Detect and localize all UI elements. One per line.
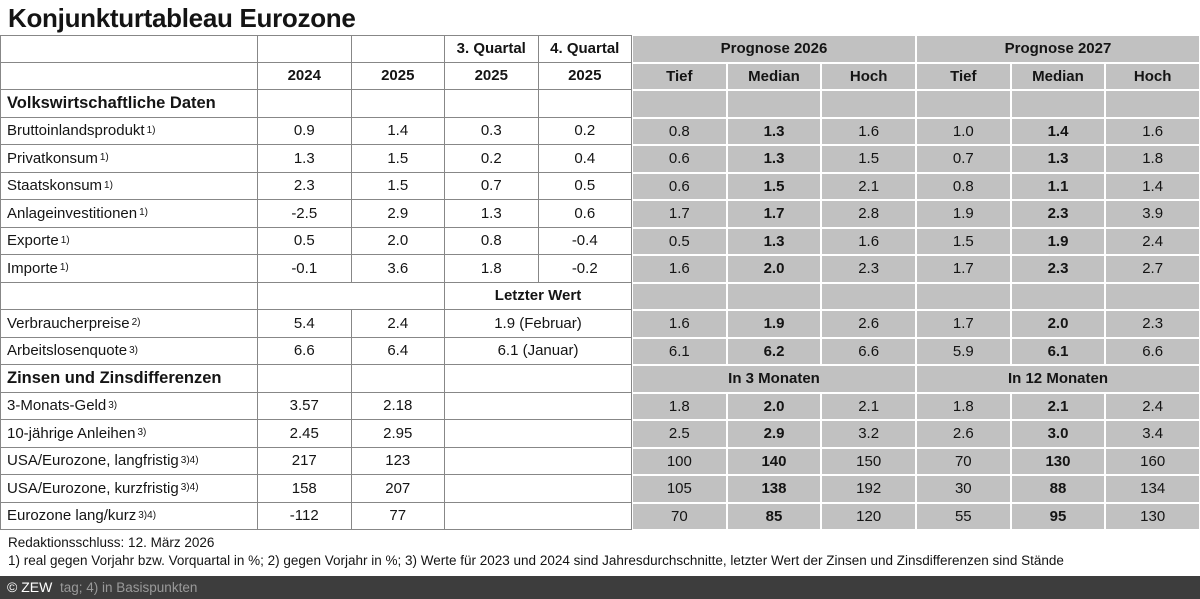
table-cell-r17-c6: 120 <box>821 503 916 531</box>
table-cell-r11-c1: 6.6 <box>258 338 352 366</box>
row-label-text: Bruttoinlandsprodukt <box>7 122 145 140</box>
table-cell-r4-c7: 1.5 <box>821 145 916 173</box>
col-header-prognose-2027: Prognose 2027 <box>916 35 1200 63</box>
table-cell-r11-c8: 6.1 <box>1011 338 1106 366</box>
table-cell-r13-c2: 2.18 <box>352 393 446 421</box>
table-cell-r6-c5: 1.7 <box>632 200 727 228</box>
table-cell-r16-c1: 158 <box>258 475 352 503</box>
table-cell-r13-c1: 3.57 <box>258 393 352 421</box>
table-cell-r6-c4: 0.6 <box>539 200 633 228</box>
footnote-ref: 3)4) <box>180 454 199 466</box>
table-cell-r17-c5: 85 <box>727 503 822 531</box>
row-label-text: Exporte <box>7 232 59 250</box>
table-cell-r17-c8: 95 <box>1011 503 1106 531</box>
table-cell-r7-c5: 0.5 <box>632 228 727 256</box>
table-cell-r8-c5: 1.6 <box>632 255 727 283</box>
table-cell-r16-c9: 134 <box>1105 475 1200 503</box>
table-cell-r13-c6: 2.1 <box>821 393 916 421</box>
table-cell-r17-c9: 130 <box>1105 503 1200 531</box>
table-cell-r7-c1: 0.5 <box>258 228 352 256</box>
table-cell-r5-c7: 2.1 <box>821 173 916 201</box>
table-cell-r5-c1: 2.3 <box>258 173 352 201</box>
table-cell-r4-c1: 1.3 <box>258 145 352 173</box>
table-cell-r8-c8: 1.7 <box>916 255 1011 283</box>
row-label-text: Arbeitslosenquote <box>7 342 128 360</box>
table-cell-r13-c4: 1.8 <box>632 393 727 421</box>
table-cell-r0-c1 <box>258 35 352 63</box>
table-cell-r8-c9: 2.3 <box>1011 255 1106 283</box>
row-label-privatkonsum <box>0 145 258 173</box>
table-cell-r7-c3: 0.8 <box>445 228 539 256</box>
table-cell-r9-c0 <box>0 283 258 311</box>
table-cell-r6-c2: 2.9 <box>352 200 446 228</box>
col-header-prognose-2026: Prognose 2026 <box>632 35 916 63</box>
table-cell-r7-c2: 2.0 <box>352 228 446 256</box>
footnote-ref: 3) <box>108 399 118 411</box>
table-cell-r11-c5: 6.2 <box>727 338 822 366</box>
table-cell-r7-c4: -0.4 <box>539 228 633 256</box>
table-cell-r17-c1: -112 <box>258 503 352 531</box>
table-cell-r17-c2: 77 <box>352 503 446 531</box>
table-cell-r6-c3: 1.3 <box>445 200 539 228</box>
table-cell-r11-c7: 5.9 <box>916 338 1011 366</box>
table-cell-r5-c5: 0.6 <box>632 173 727 201</box>
col-header-q4-2025: 2025 <box>539 63 633 91</box>
table-cell-r3-c7: 1.6 <box>821 118 916 146</box>
footnote-ref: 1) <box>59 262 69 274</box>
row-label-3-monats-geld <box>0 393 258 421</box>
footnote-ref: 3)4) <box>180 482 199 494</box>
section-volkswirtschaftliche-daten: Volkswirtschaftliche Daten <box>0 90 258 118</box>
table-cell-r10-c1: 5.4 <box>258 310 352 338</box>
table-cell-r2-c4 <box>539 90 633 118</box>
table-cell-r15-c8: 130 <box>1011 448 1106 476</box>
table-cell-r4-c9: 1.3 <box>1011 145 1106 173</box>
table-cell-r16-c4: 105 <box>632 475 727 503</box>
table-cell-r10-c6: 2.6 <box>821 310 916 338</box>
table-cell-r10-c4: 1.6 <box>632 310 727 338</box>
table-cell-r2-c10 <box>1105 90 1200 118</box>
table-cell-r3-c8: 1.0 <box>916 118 1011 146</box>
row-label-text: Staatskonsum <box>7 177 103 195</box>
table-cell-r3-c1: 0.9 <box>258 118 352 146</box>
row-label-arbeitslosenquote <box>0 338 258 366</box>
table-cell-r15-c7: 70 <box>916 448 1011 476</box>
table-cell-r8-c2: 3.6 <box>352 255 446 283</box>
table-cell-r7-c7: 1.6 <box>821 228 916 256</box>
table-cell-r4-c3: 0.2 <box>445 145 539 173</box>
footnote-ref: 1) <box>146 124 156 136</box>
table-cell-r6-c7: 2.8 <box>821 200 916 228</box>
footer-redaktionsschluss: Redaktionsschluss: 12. März 2026 <box>8 535 215 550</box>
letzter-wert-verbraucherpreise: 1.9 (Februar) <box>445 310 632 338</box>
col-header-in-3-monaten: In 3 Monaten <box>632 365 916 393</box>
col-header-q3: 3. Quartal <box>445 35 539 63</box>
table-cell-r10-c7: 1.7 <box>916 310 1011 338</box>
table-cell-r3-c4: 0.2 <box>539 118 633 146</box>
table-cell-r13-c7: 1.8 <box>916 393 1011 421</box>
col-header-median-2026: Median <box>727 63 822 91</box>
table-cell-r5-c8: 0.8 <box>916 173 1011 201</box>
table-cell-r4-c6: 1.3 <box>727 145 822 173</box>
table-cell-r11-c2: 6.4 <box>352 338 446 366</box>
table-cell-r6-c10: 3.9 <box>1105 200 1200 228</box>
col-header-q4: 4. Quartal <box>539 35 633 63</box>
table-cell-r15-c3 <box>445 448 632 476</box>
table-cell-r10-c5: 1.9 <box>727 310 822 338</box>
table-cell-r5-c3: 0.7 <box>445 173 539 201</box>
col-header-q3-2025: 2025 <box>445 63 539 91</box>
section-zinsen-und-zinsdifferenzen: Zinsen und Zinsdifferenzen <box>0 365 258 393</box>
page-title: Konjunkturtableau Eurozone <box>8 3 356 33</box>
table-cell-r15-c6: 150 <box>821 448 916 476</box>
table-cell-r14-c3 <box>445 420 632 448</box>
table-cell-r6-c9: 2.3 <box>1011 200 1106 228</box>
table-cell-r15-c1: 217 <box>258 448 352 476</box>
table-cell-r11-c4: 6.1 <box>632 338 727 366</box>
col-header-in-12-monaten: In 12 Monaten <box>916 365 1200 393</box>
table-cell-r16-c6: 192 <box>821 475 916 503</box>
table-cell-r7-c9: 1.9 <box>1011 228 1106 256</box>
table-cell-r5-c6: 1.5 <box>727 173 822 201</box>
table-cell-r13-c5: 2.0 <box>727 393 822 421</box>
table-cell-r17-c4: 70 <box>632 503 727 531</box>
row-label-text: 3-Monats-Geld <box>7 397 107 415</box>
table-cell-r7-c10: 2.4 <box>1105 228 1200 256</box>
row-label-staatskonsum <box>0 173 258 201</box>
table-cell-r8-c7: 2.3 <box>821 255 916 283</box>
table-cell-r7-c8: 1.5 <box>916 228 1011 256</box>
row-label-eurozone-lang-kurz <box>0 503 258 531</box>
table-cell-r3-c9: 1.4 <box>1011 118 1106 146</box>
table-cell-r12-c2 <box>352 365 446 393</box>
table-cell-r14-c4: 2.5 <box>632 420 727 448</box>
table-cell-r10-c2: 2.4 <box>352 310 446 338</box>
table-cell-r2-c8 <box>916 90 1011 118</box>
row-label-text: Verbraucherpreise <box>7 314 130 332</box>
table-cell-r2-c6 <box>727 90 822 118</box>
table-cell-r13-c3 <box>445 393 632 421</box>
table-cell-r1-c0 <box>0 63 258 91</box>
table-cell-r2-c3 <box>445 90 539 118</box>
table-cell-r14-c5: 2.9 <box>727 420 822 448</box>
table-cell-r14-c2: 2.95 <box>352 420 446 448</box>
table-cell-r8-c1: -0.1 <box>258 255 352 283</box>
table-cell-r14-c9: 3.4 <box>1105 420 1200 448</box>
row-label-anlageinvestitionen <box>0 200 258 228</box>
row-label-text: Importe <box>7 259 58 277</box>
table-cell-r13-c8: 2.1 <box>1011 393 1106 421</box>
row-label-text: USA/Eurozone, langfristig <box>7 452 179 470</box>
table-cell-r12-c1 <box>258 365 352 393</box>
table-cell-r9-c6 <box>916 283 1011 311</box>
table-cell-r8-c4: -0.2 <box>539 255 633 283</box>
table-grid <box>0 35 1200 530</box>
table-cell-r14-c7: 2.6 <box>916 420 1011 448</box>
letzter-wert-arbeitslosenquote: 6.1 (Januar) <box>445 338 632 366</box>
table-cell-r9-c3 <box>632 283 727 311</box>
table-cell-r15-c5: 140 <box>727 448 822 476</box>
table-cell-r2-c7 <box>821 90 916 118</box>
table-cell-r4-c10: 1.8 <box>1105 145 1200 173</box>
footer-bar <box>0 576 1200 599</box>
table-cell-r16-c5: 138 <box>727 475 822 503</box>
col-header-median-2027: Median <box>1011 63 1106 91</box>
footnote-ref: 3) <box>129 344 138 356</box>
table-cell-r6-c6: 1.7 <box>727 200 822 228</box>
table-cell-r5-c9: 1.1 <box>1011 173 1106 201</box>
col-header-letzter-wert: Letzter Wert <box>445 283 632 311</box>
table-cell-r2-c9 <box>1011 90 1106 118</box>
table-cell-r0-c2 <box>352 35 446 63</box>
table-cell-r3-c3: 0.3 <box>445 118 539 146</box>
footnote-ref: 1) <box>60 234 70 246</box>
table-cell-r15-c9: 160 <box>1105 448 1200 476</box>
footer-footnotes: 1) real gegen Vorjahr bzw. Vorquartal in %; 2) gegen Vorjahr in %; 3) Werte für 2023 und 2024 sind Jahresdurchschnitte, letzter Wert der Zinsen und Zinsdifferenzen sind Stände <box>8 553 1064 568</box>
table-cell-r9-c8 <box>1105 283 1200 311</box>
table-cell-r4-c4: 0.4 <box>539 145 633 173</box>
table-cell-r5-c2: 1.5 <box>352 173 446 201</box>
table-cell-r14-c6: 3.2 <box>821 420 916 448</box>
table-cell-r16-c8: 88 <box>1011 475 1106 503</box>
footnote-ref: 1) <box>99 152 109 164</box>
table-cell-r15-c4: 100 <box>632 448 727 476</box>
row-label-exporte <box>0 228 258 256</box>
zew-logo: © ZEW <box>7 579 53 595</box>
table-cell-r9-c7 <box>1011 283 1106 311</box>
table-cell-r9-c1 <box>258 283 445 311</box>
row-label-text: 10-jährige Anleihen <box>7 424 136 442</box>
table-cell-r9-c4 <box>727 283 822 311</box>
table-cell-r4-c2: 1.5 <box>352 145 446 173</box>
table-cell-r4-c5: 0.6 <box>632 145 727 173</box>
table-cell-r12-c3 <box>445 365 632 393</box>
table-cell-r11-c6: 6.6 <box>821 338 916 366</box>
table-cell-r3-c6: 1.3 <box>727 118 822 146</box>
table-cell-r5-c10: 1.4 <box>1105 173 1200 201</box>
row-label-10-jaehrige-anleihen <box>0 420 258 448</box>
row-label-text: USA/Eurozone, kurzfristig <box>7 479 179 497</box>
col-header-tief-2027: Tief <box>916 63 1011 91</box>
row-label-usa-eurozone-langfristig <box>0 448 258 476</box>
footer-bar-footnote: tag; 4) in Basispunkten <box>60 580 198 595</box>
table-cell-r11-c9: 6.6 <box>1105 338 1200 366</box>
footnote-ref: 1) <box>139 207 148 219</box>
table-cell-r7-c6: 1.3 <box>727 228 822 256</box>
col-header-hoch-2026: Hoch <box>821 63 916 91</box>
table-cell-r16-c2: 207 <box>352 475 446 503</box>
table-cell-r2-c1 <box>258 90 352 118</box>
table-cell-r2-c2 <box>352 90 446 118</box>
table-cell-r17-c7: 55 <box>916 503 1011 531</box>
row-label-text: Privatkonsum <box>7 149 98 167</box>
table-cell-r8-c3: 1.8 <box>445 255 539 283</box>
table-cell-r2-c5 <box>632 90 727 118</box>
row-label-usa-eurozone-kurzfristig <box>0 475 258 503</box>
table-cell-r14-c1: 2.45 <box>258 420 352 448</box>
table-cell-r3-c2: 1.4 <box>352 118 446 146</box>
col-header-2025: 2025 <box>352 63 446 91</box>
row-label-importe <box>0 255 258 283</box>
table-cell-r4-c8: 0.7 <box>916 145 1011 173</box>
table-cell-r14-c8: 3.0 <box>1011 420 1106 448</box>
table-cell-r0-c0 <box>0 35 258 63</box>
col-header-hoch-2027: Hoch <box>1105 63 1200 91</box>
table-cell-r3-c5: 0.8 <box>632 118 727 146</box>
table-cell-r3-c10: 1.6 <box>1105 118 1200 146</box>
table-cell-r10-c9: 2.3 <box>1105 310 1200 338</box>
table-cell-r8-c10: 2.7 <box>1105 255 1200 283</box>
table-cell-r5-c4: 0.5 <box>539 173 633 201</box>
footnote-ref: 3) <box>137 427 147 439</box>
row-label-text: Anlageinvestitionen <box>7 204 138 222</box>
col-header-tief-2026: Tief <box>632 63 727 91</box>
footnote-ref: 1) <box>104 179 113 191</box>
table-cell-r17-c3 <box>445 503 632 531</box>
table-cell-r16-c7: 30 <box>916 475 1011 503</box>
footnote-ref: 3)4) <box>138 509 157 521</box>
row-label-text: Eurozone lang/kurz <box>7 507 137 525</box>
row-label-verbraucherpreise <box>0 310 258 338</box>
table-cell-r6-c8: 1.9 <box>916 200 1011 228</box>
row-label-bruttoinlandsprodukt <box>0 118 258 146</box>
footnote-ref: 2) <box>131 317 141 329</box>
table-cell-r8-c6: 2.0 <box>727 255 822 283</box>
table-cell-r16-c3 <box>445 475 632 503</box>
table-cell-r9-c5 <box>821 283 916 311</box>
table-cell-r15-c2: 123 <box>352 448 446 476</box>
table-cell-r6-c1: -2.5 <box>258 200 352 228</box>
table-cell-r13-c9: 2.4 <box>1105 393 1200 421</box>
table-cell-r10-c8: 2.0 <box>1011 310 1106 338</box>
col-header-2024: 2024 <box>258 63 352 91</box>
